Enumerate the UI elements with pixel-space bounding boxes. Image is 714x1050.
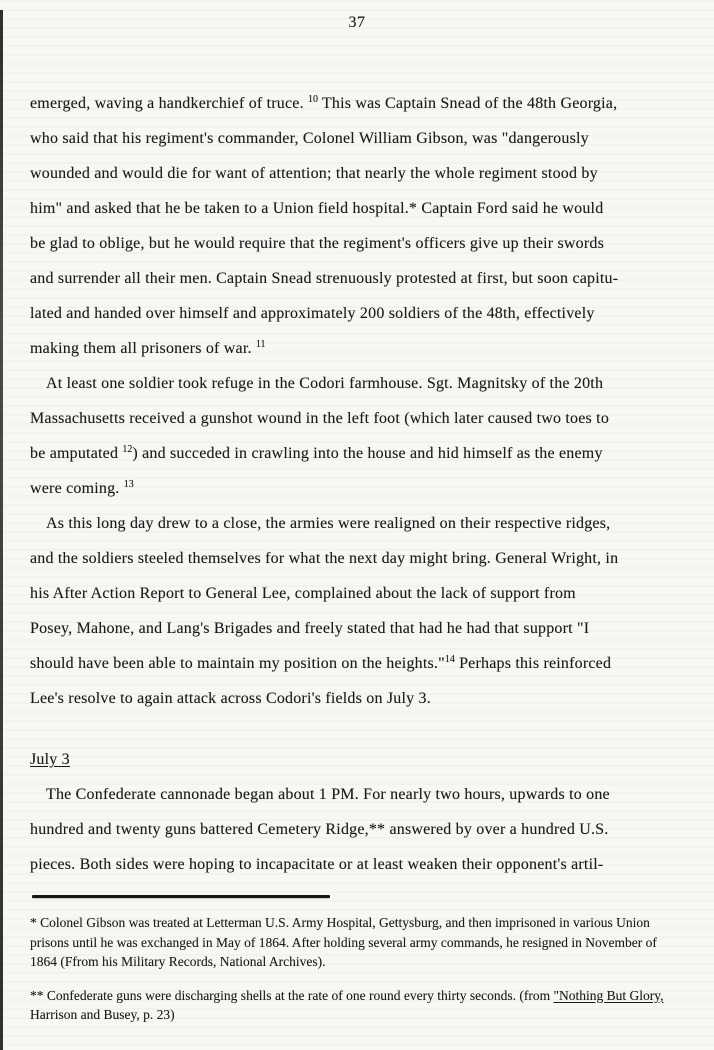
paragraph: [30, 777, 678, 882]
text-run: and the soldiers steeled themselves for what the next day might bring. General Wright, in: [30, 550, 619, 567]
text-run: making them all prisoners of war.: [30, 340, 256, 357]
text-run: him" and asked that he be taken to a Union field hospital.* Captain Ford said he would: [30, 200, 604, 217]
text-line: [30, 646, 678, 681]
text-run: Harrison and Busey, p. 23): [30, 1007, 175, 1022]
section-heading: [30, 742, 678, 777]
footnote: [30, 913, 678, 972]
text-line: [30, 261, 678, 296]
text-line: [30, 191, 678, 226]
text-line: [30, 576, 678, 611]
text-line: [30, 777, 678, 812]
text-line: [30, 366, 678, 401]
footnote: [30, 986, 678, 1025]
text-line: [30, 436, 678, 471]
text-line: [30, 296, 678, 331]
text-run: emerged, waving a handkerchief of truce.: [30, 95, 309, 112]
footnote-reference: 11: [255, 339, 266, 350]
text-run: his After Action Report to General Lee, complained about the lack of support from: [30, 585, 576, 602]
body-text: [30, 86, 678, 882]
text-run: and surrender all their men. Captain Snead strenuously protested at first, but soon capitu-: [30, 270, 619, 287]
text-line: [30, 812, 678, 847]
text-run: ) and succeded in crawling into the house and hid himself as the enemy: [132, 445, 603, 462]
footnote-reference: 14: [444, 654, 455, 665]
text-line: [30, 121, 678, 156]
text-run: Massachusetts received a gunshot wound in the left foot (which later caused two toes to: [30, 410, 610, 427]
text-run: As this long day drew to a close, the armies were realigned on their respective ridges,: [46, 515, 611, 532]
text-line: [30, 226, 678, 261]
paragraph: [30, 506, 678, 716]
text-run: lated and handed over himself and approximately 200 soldiers of the 48th, effectively: [30, 305, 595, 322]
paragraph: [30, 86, 678, 366]
text-run: who said that his regiment's commander, Colonel William Gibson, was "dangerously: [30, 130, 589, 147]
text-run: Perhaps this reinforced: [454, 655, 612, 672]
text-line: [30, 681, 678, 716]
footnote-reference: 10: [308, 94, 319, 105]
footnotes: [30, 913, 678, 1025]
text-run: ** Confederate guns were discharging shells at the rate of one round every thirty seconds. (from: [30, 987, 554, 1003]
text-line: [30, 611, 678, 646]
text-run: be glad to oblige, but he would require that the regiment's officers give up their swords: [30, 235, 605, 252]
text-run: This was Captain Snead of the 48th Georgia,: [318, 95, 618, 112]
text-run: Posey, Mahone, and Lang's Brigades and freely stated that had he had that support "I: [30, 620, 590, 637]
text-run: be amputated: [30, 445, 123, 462]
text-run: wounded and would die for want of attention; that nearly the whole regiment stood by: [30, 165, 598, 182]
text-line: [30, 742, 678, 777]
text-run: "Nothing But Glory,: [553, 987, 664, 1003]
page-content: [30, 86, 678, 1039]
text-line: [30, 401, 678, 436]
text-line: [30, 847, 678, 882]
page-number: 37: [348, 14, 366, 31]
text-line: [30, 506, 678, 541]
text-run: hundred and twenty guns battered Cemetery Ridge,** answered by over a hundred U.S.: [30, 821, 609, 838]
text-run: At least one soldier took refuge in the Codori farmhouse. Sgt. Magnitsky of the 20th: [46, 375, 604, 392]
footnote-reference: 13: [123, 479, 134, 490]
footnote-reference: 12: [122, 444, 133, 455]
text-run: were coming.: [30, 480, 124, 497]
text-run: The Confederate cannonade began about 1 PM. For nearly two hours, upwards to one: [46, 786, 610, 803]
paragraph: [30, 366, 678, 506]
text-line: [30, 86, 678, 121]
text-line: [30, 541, 678, 576]
text-line: [30, 156, 678, 191]
text-run: July 3: [30, 751, 70, 768]
scan-edge-artifact: [0, 10, 3, 1050]
text-line: [30, 471, 678, 506]
text-run: * Colonel Gibson was treated at Letterman U.S. Army Hospital, Gettysburg, and then imprisoned in various Union prisons until he was exchanged in May of 1864. After holding several army commands, he resigned in November of 1864 (Ffrom his Military Records, National Archives).: [30, 915, 657, 969]
footnote-divider: [32, 895, 330, 898]
text-run: Lee's resolve to again attack across Codori's fields on July 3.: [30, 690, 431, 707]
text-run: should have been able to maintain my position on the heights.": [30, 655, 445, 672]
text-line: [30, 331, 678, 366]
text-run: pieces. Both sides were hoping to incapacitate or at least weaken their opponent's artil-: [30, 856, 604, 873]
